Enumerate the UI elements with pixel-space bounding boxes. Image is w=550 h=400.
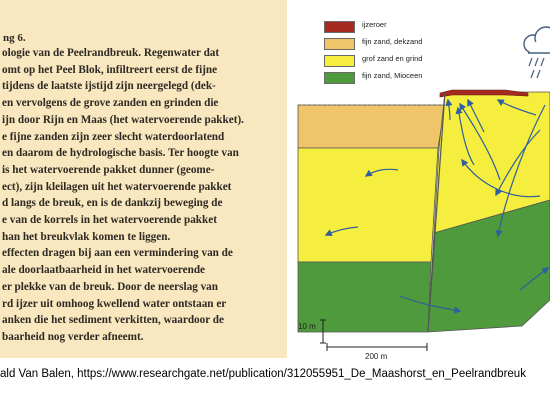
geological-cross-section xyxy=(292,0,550,362)
paragraph-line: en vervolgens de grove zanden en grinden die xyxy=(2,97,219,110)
paragraph-line: en daarom de hydrologische basis. Ter hoogte van xyxy=(2,147,239,160)
paragraph-line: ale doorlaatbaarheid in het watervoerende xyxy=(2,264,206,277)
paragraph-line: e fijne zanden zijn zeer slecht waterdoorlatend xyxy=(2,130,225,143)
paragraph-line: is het watervoerende pakket dunner (geome- xyxy=(2,163,215,176)
paragraph-line: rd ijzer uit omhoog kwellend water ontstaan er xyxy=(2,297,227,310)
left-mioceen-layer xyxy=(298,262,431,332)
legend-label: fijn zand, dekzand xyxy=(362,37,423,46)
paragraph-line: baarheid nog verder afneemt. xyxy=(2,330,144,343)
source-citation: ald Van Balen, https://www.researchgate.net/publication/312055951_De_Maashorst_en_Peelrandbreuk xyxy=(0,368,526,380)
vertical-scale-label: 10 m xyxy=(298,322,316,331)
paragraph-line: anken die het sediment verkitten, waardoor de xyxy=(2,314,224,327)
legend-label: grof zand en grind xyxy=(362,54,423,63)
left-grof-zand-layer xyxy=(298,148,438,262)
left-dekzand-layer xyxy=(298,105,445,148)
legend-label: ijzeroer xyxy=(362,20,387,29)
paragraph-line: er plekke van de breuk. Door de neerslag van xyxy=(2,280,218,293)
paragraph-line: d langs de breuk, en is de dankzij beweging de xyxy=(2,197,223,210)
legend-label: fijn zand, Mioceen xyxy=(362,71,423,80)
caption-text-panel xyxy=(0,0,287,358)
rain-cloud-icon xyxy=(524,27,550,78)
paragraph-line: omt op het Peel Blok, infiltreert eerst de fijne xyxy=(2,63,218,76)
paragraph-line: effecten dragen bij aan een vermindering van de xyxy=(2,247,233,260)
paragraph-line: ologie van de Peelrandbreuk. Regenwater dat xyxy=(2,47,220,59)
horizontal-scale-label: 200 m xyxy=(365,352,388,361)
paragraph-line: han het breukvlak komen te liggen. xyxy=(2,230,171,243)
paragraph-line: e van de korrels in het watervoerende pakket xyxy=(2,214,217,226)
paragraph-line: ijn door Rijn en Maas (het watervoerende pakket). xyxy=(2,113,244,126)
figure-caption: ng 6. xyxy=(3,32,26,44)
paragraph-line: ect), zijn kleilagen uit het watervoerende pakket xyxy=(2,180,232,193)
paragraph-line: tijdens de laatste ijstijd zijn neergelegd (dek- xyxy=(2,80,216,93)
